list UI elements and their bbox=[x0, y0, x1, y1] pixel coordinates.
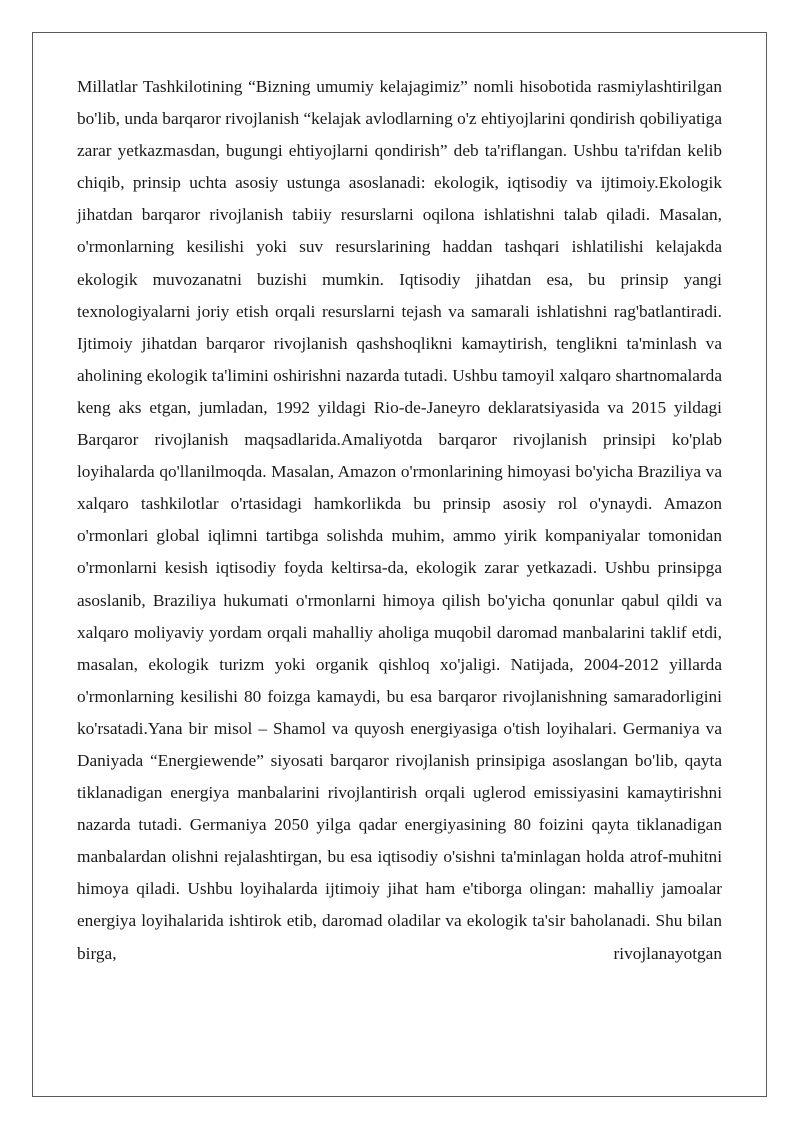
body-paragraph: Millatlar Tashkilotining “Bizning umumiy kelajagimiz” nomli hisobotida rasmiylashtirilgan bo'lib, unda barqaror rivojlanish “kelajak avlodlarning o'z ehtiyojlarini qondirish qobiliyatiga zarar yetkazmasdan, bugungi ehtiyojlarni qondirish” deb ta'riflangan. Ushbu ta'rifdan kelib chiqib, prinsip uchta asosiy ustunga asoslanadi: ekologik, iqtisodiy va ijtimoiy.Ekologik jihatdan barqaror rivojlanish tabiiy resurslarni oqilona ishlatishni talab qiladi. Masalan, o'rmonlarning kesilishi yoki suv resurslarining haddan tashqari ishlatilishi kelajakda ekologik muvozanatni buzishi mumkin. Iqtisodiy jihatdan esa, bu prinsip yangi texnologiyalarni joriy etish orqali resurslarni tejash va samarali ishlatishni rag'batlantiradi. Ijtimoiy jihatdan barqaror rivojlanish qashshoqlikni kamaytirish, tenglikni ta'minlash va aholining ekologik ta'limini oshirishni nazarda tutadi. Ushbu tamoyil xalqaro shartnomalarda keng aks etgan, jumladan, 1992 yildagi Rio-de-Janeyro deklaratsiyasida va 2015 yildagi Barqaror rivojlanish maqsadlarida.Amaliyotda barqaror rivojlanish prinsipi ko'plab loyihalarda qo'llanilmoqda. Masalan, Amazon o'rmonlarining himoyasi bo'yicha Braziliya va xalqaro tashkilotlar o'rtasidagi hamkorlikda bu prinsip asosiy rol o'ynaydi. Amazon o'rmonlari global iqlimni tartibga solishda muhim, ammo yirik kompaniyalar tomonidan o'rmonlarni kesish iqtisodiy foyda keltirsa-da, ekologik zarar yetkazadi. Ushbu prinsipga asoslanib, Braziliya hukumati o'rmonlarni himoya qilish bo'yicha qonunlar qabul qildi va xalqaro moliyaviy yordam orqali mahalliy aholiga muqobil daromad manbalarini taklif etdi, masalan, ekologik turizm yoki organik qishloq xo'jaligi. Natijada, 2004-2012 yillarda o'rmonlarning kesilishi 80 foizga kamaydi, bu esa barqaror rivojlanishning samaradorligini ko'rsatadi.Yana bir misol – Shamol va quyosh energiyasiga o'tish loyihalari. Germaniya va Daniyada “Energiewende” siyosati barqaror rivojlanish prinsipiga asoslangan bo'lib, qayta tiklanadigan energiya manbalarini rivojlantirish orqali uglerod emissiyasini kamaytirishni nazarda tutadi. Germaniya 2050 yilga qadar energiyasining 80 foizini qayta tiklanadigan manbalardan olishni rejalashtirgan, bu esa iqtisodiy o'sishni ta'minlagan holda atrof-muhitni himoya qiladi. Ushbu loyihalarda ijtimoiy jihat ham e'tiborga olingan: mahalliy jamoalar energiya loyihalarida ishtirok etib, daromad oladilar va ekologik ta'sir baholanadi. Shu bilan birga, rivojlanayotgan bbox=[77, 77, 722, 963]
